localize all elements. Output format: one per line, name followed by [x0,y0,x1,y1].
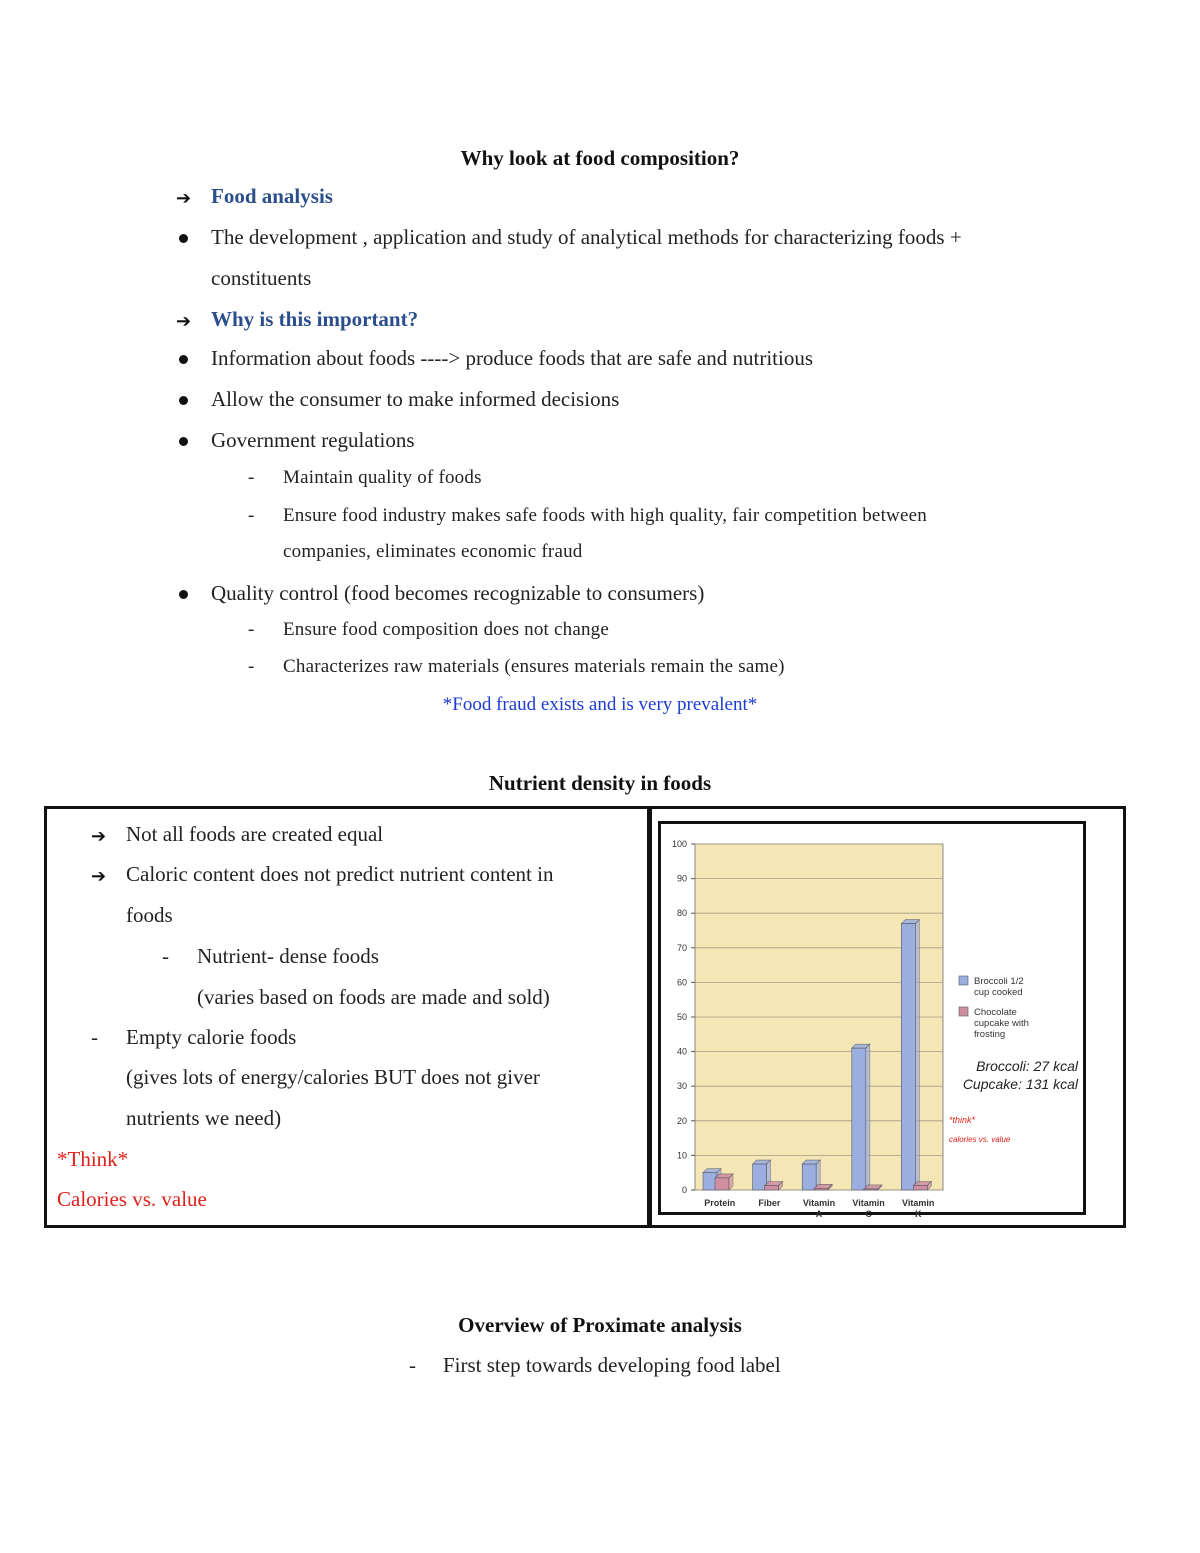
food-analysis-heading: Food analysis [211,184,333,208]
legend-label: cup cooked [974,987,1023,998]
handwritten-note: *think* [949,1115,976,1125]
empty-calorie-note-1: (gives lots of energy/calories BUT does not giver [126,1065,540,1089]
table-divider [647,806,652,1228]
dash-icon: - [91,1025,98,1049]
definition-line-1: The development , application and study of analytical methods for characterizing foods + [211,225,962,249]
x-tick-label: Vitamin A [802,1198,836,1219]
y-tick-label: 70 [676,942,687,953]
y-tick-label: 80 [676,908,687,919]
empty-calorie-item: Empty calorie foods [126,1025,297,1049]
bar-side [915,920,919,1190]
definition-line-2: constituents [211,266,312,290]
x-tick-label: Vitamin C [852,1198,885,1219]
section-title-food-composition: Why look at food composition? [460,146,740,170]
info-item: Information about foods ----> produce foods that are safe and nutritious [211,346,813,370]
y-tick-label: 20 [676,1115,687,1126]
nutrient-dense-item: Nutrient- dense foods [197,944,379,968]
legend-label: Chocolate [974,1007,1017,1018]
ensure-line-1: Ensure food industry makes safe foods with high quality, fair competition between [283,505,927,526]
empty-calorie-note-2: nutrients we need) [126,1106,282,1130]
bar-side [866,1044,870,1190]
dash-icon: - [409,1353,416,1377]
y-tick-label: 60 [676,977,687,988]
not-equal-item: Not all foods are created equal [126,822,384,846]
ensure-composition-item: Ensure food composition does not change [283,619,609,640]
why-important-heading: Why is this important? [211,307,419,331]
bar [802,1164,816,1190]
legend-label: Broccoli 1/2 [974,976,1024,987]
caloric-line-1: Caloric content does not predict nutrient content in [126,862,554,886]
y-tick-label: 40 [676,1046,687,1057]
arrow-icon: ➔ [91,866,107,886]
x-tick-label: Protein [704,1198,736,1208]
caloric-line-2: foods [126,903,173,927]
dash-icon: - [248,656,255,677]
nutrient-chart-frame [658,821,1086,1219]
ensure-line-2: companies, eliminates economic fraud [283,541,583,562]
think-note: *Think* [57,1147,129,1171]
calorie-annotation: Broccoli: 27 kcal [976,1058,1078,1074]
section-title-nutrient-density: Nutrient density in foods [488,771,712,795]
maintain-item: Maintain quality of foods [283,467,482,488]
government-item: Government regulations [211,428,415,452]
y-tick-label: 10 [676,1150,687,1161]
y-tick-label: 50 [676,1012,687,1022]
bullet-icon [179,437,188,446]
handwritten-note: calories vs. value [949,1135,1011,1144]
dash-icon: - [248,619,255,640]
y-tick-label: 100 [671,839,687,849]
dash-icon: - [162,944,169,968]
y-tick-label: 0 [681,1185,687,1195]
bar [901,924,915,1190]
bullet-icon [179,590,188,599]
nutrient-bar-chart [661,824,1083,1219]
x-tick-label: Fiber [758,1198,781,1208]
bar [765,1186,779,1190]
y-tick-label: 90 [676,873,687,884]
quality-item: Quality control (food becomes recognizable to consumers) [211,581,705,605]
bar [715,1178,729,1190]
bullet-icon [179,234,188,243]
legend-label: cupcake with [974,1018,1029,1029]
bullet-icon [179,355,188,364]
legend-swatch [959,1007,968,1016]
arrow-icon: ➔ [176,311,192,331]
x-tick-label: Vitamin K [902,1198,935,1219]
bullet-icon [179,396,188,405]
dash-icon: - [248,467,255,488]
section-title-proximate: Overview of Proximate analysis [458,1313,742,1337]
dash-icon: - [248,505,255,526]
consumer-item: Allow the consumer to make informed decisions [211,387,620,411]
arrow-icon: ➔ [91,826,107,846]
y-tick-label: 30 [676,1081,687,1092]
legend-label: frosting [974,1029,1006,1040]
nutrient-dense-note: (varies based on foods are made and sold) [197,985,550,1009]
legend-swatch [959,976,968,985]
first-step-item: First step towards developing food label [443,1353,781,1377]
bar [814,1188,828,1190]
arrow-icon: ➔ [176,188,192,208]
calories-value-note: Calories vs. value [57,1187,207,1211]
bar [864,1189,878,1190]
bar [852,1048,866,1190]
fraud-note: *Food fraud exists and is very prevalent* [442,694,758,715]
raw-materials-item: Characterizes raw materials (ensures materials remain the same) [283,656,785,677]
bar [913,1186,927,1190]
calorie-annotation: Cupcake: 131 kcal [962,1076,1078,1092]
